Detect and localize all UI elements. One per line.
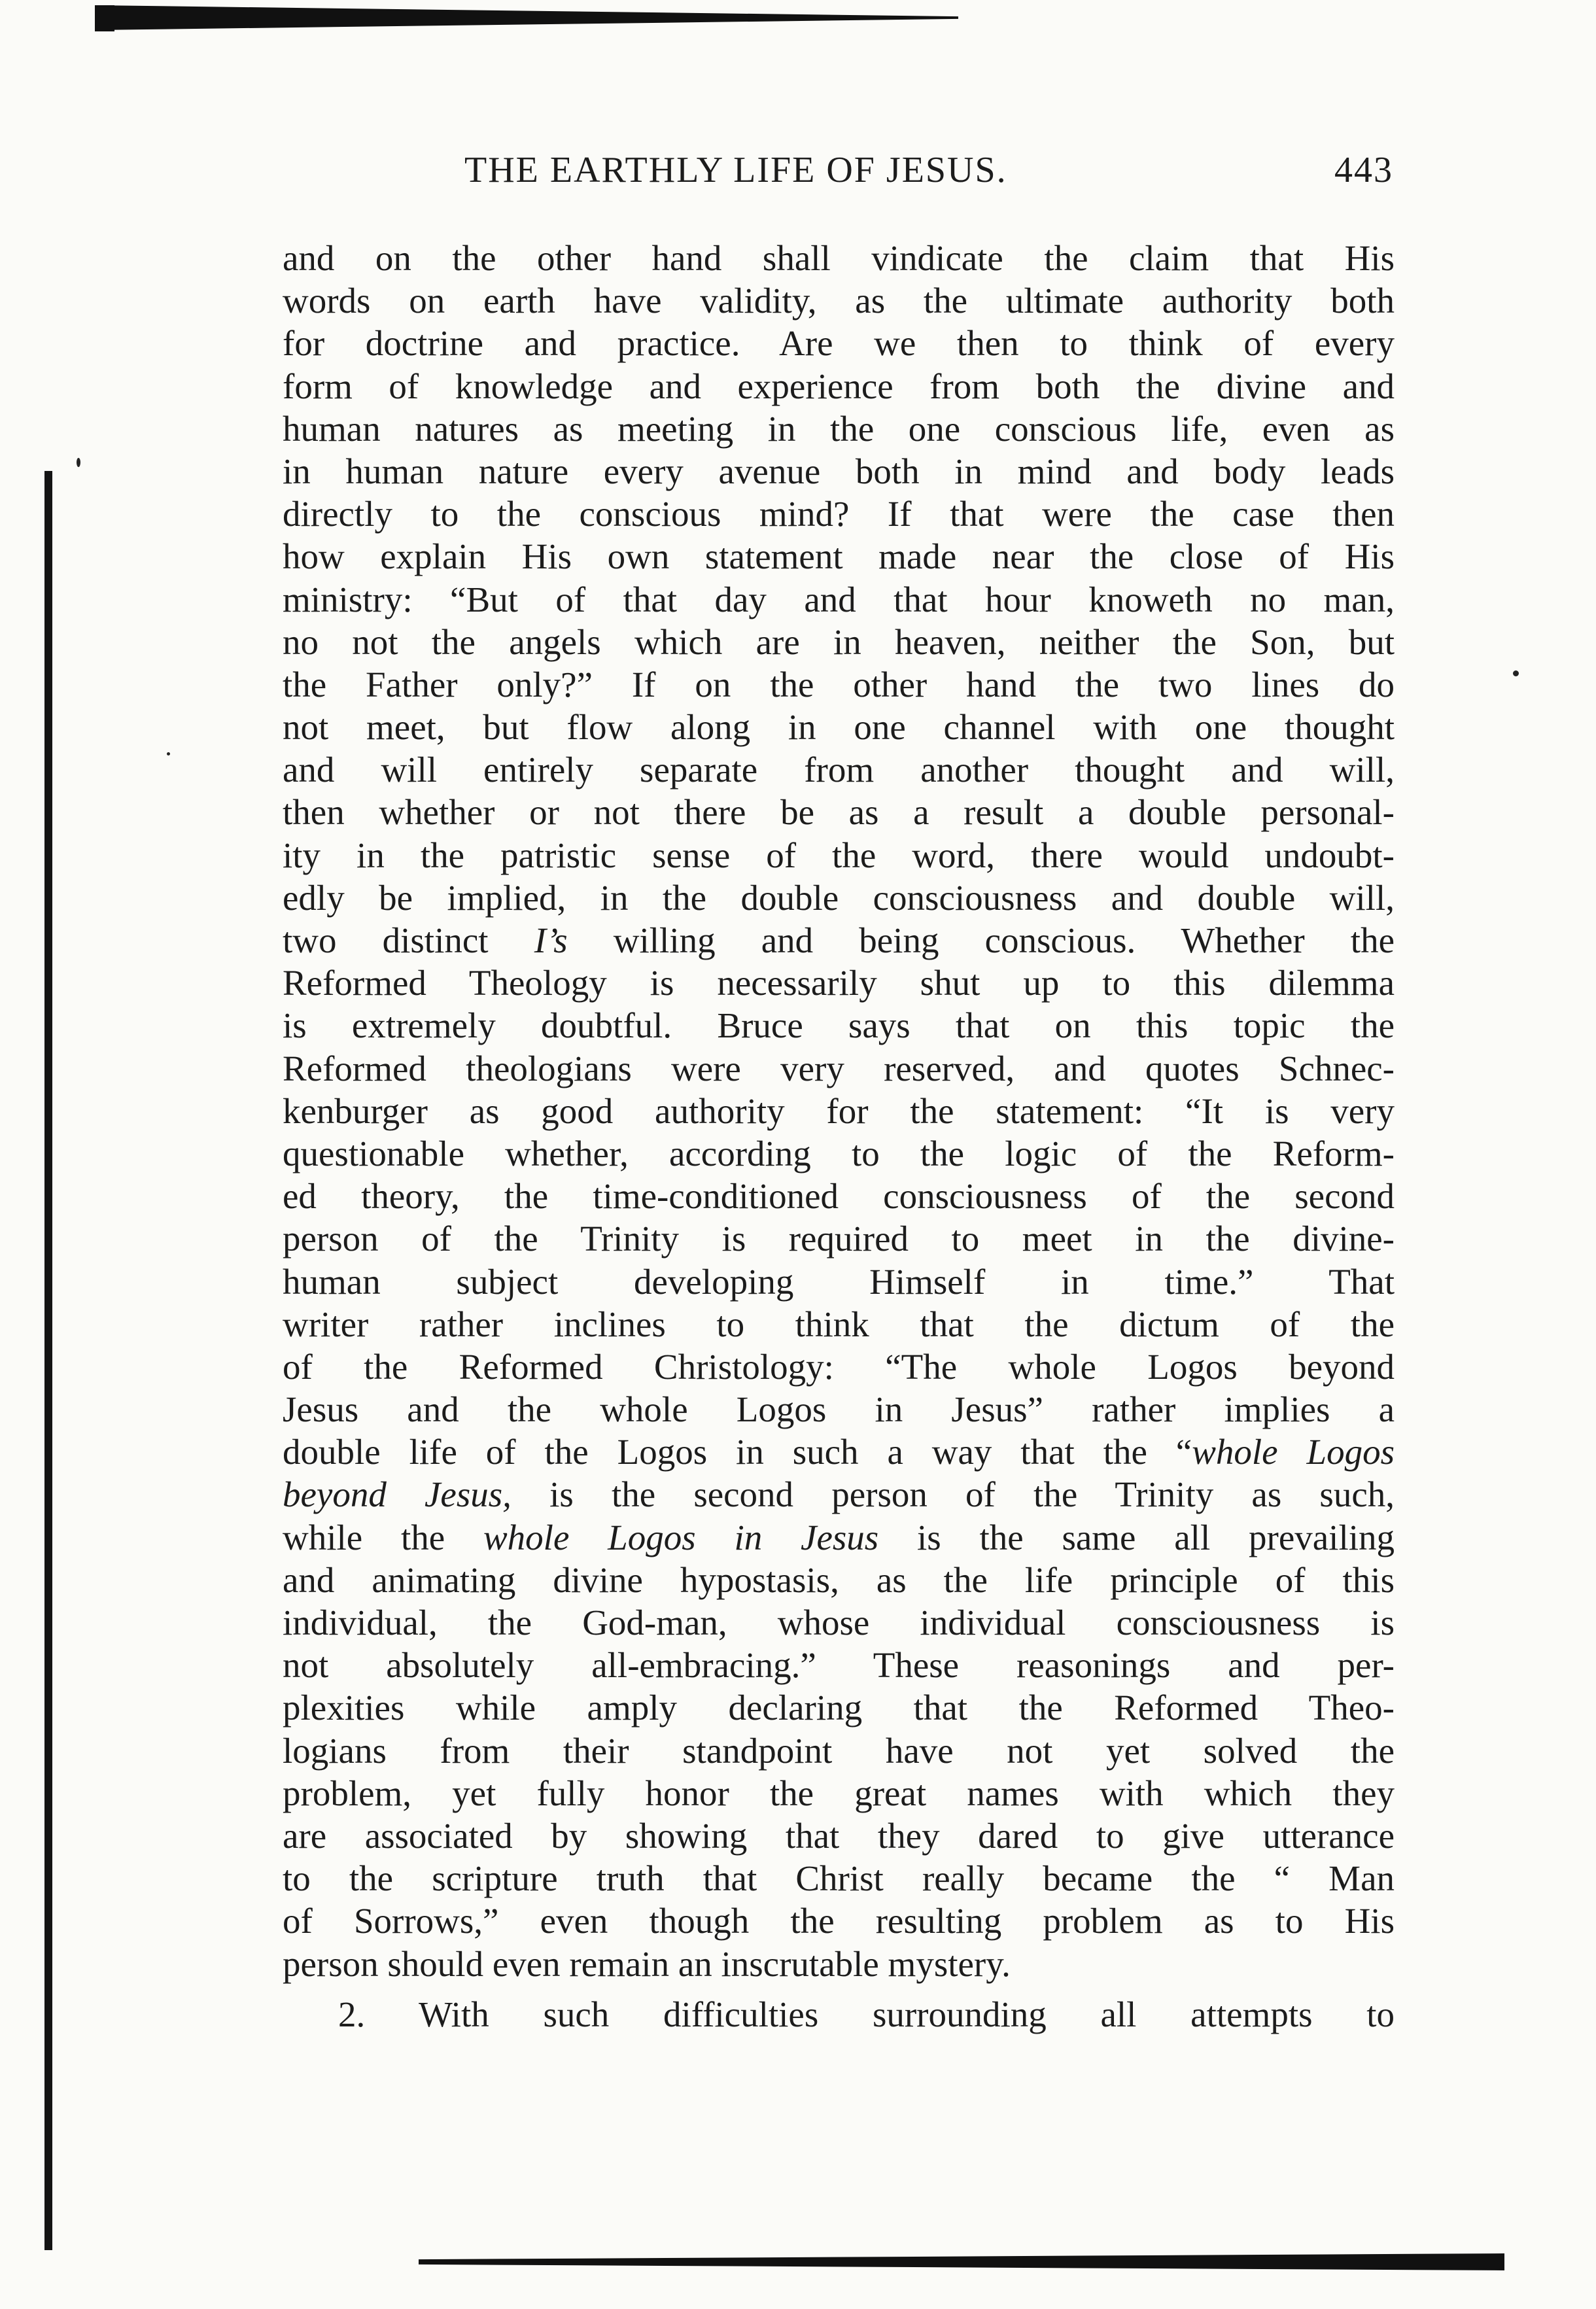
text-segment: individual, the God-man, whose individual consciousness is — [283, 1603, 1395, 1642]
body-text — [283, 237, 1395, 2036]
text-line — [283, 1772, 1395, 1814]
text-segment: double life of the Logos in such a way that the “ — [283, 1432, 1192, 1472]
text-segment: how explain His own statement made near the close of His — [283, 536, 1395, 577]
text-segment: problem, yet fully honor the great names with which they — [283, 1773, 1395, 1813]
text-segment: kenburger as good authority for the statement: “It is very — [283, 1090, 1395, 1131]
text-segment: human natures as meeting in the one conscious life, even as — [283, 408, 1395, 449]
text-line — [283, 621, 1395, 663]
text-line — [283, 1175, 1395, 1217]
text-segment: while the — [283, 1517, 483, 1557]
text-segment: Reformed theologians were very reserved, and quotes Schnec- — [283, 1048, 1395, 1088]
text-line — [283, 1345, 1395, 1388]
paragraph — [283, 237, 1395, 1985]
text-line — [283, 1303, 1395, 1345]
text-segment: is the second person of the Trinity as such, — [511, 1474, 1395, 1515]
page-header — [281, 149, 1393, 195]
text-line — [283, 1090, 1395, 1132]
text-segment: not meet, but flow along in one channel with one thought — [283, 707, 1395, 748]
text-segment: ed theory, the time-conditioned consciousness of the second — [283, 1176, 1395, 1217]
text-line — [283, 1431, 1395, 1473]
text-line — [283, 877, 1395, 919]
top-border-rule — [95, 5, 958, 30]
text-line — [283, 919, 1395, 962]
text-line — [283, 1943, 1395, 1985]
text-segment: questionable whether, according to the logic of the Reform- — [283, 1133, 1395, 1173]
text-segment: are associated by showing that they dared to give utterance — [283, 1815, 1395, 1856]
text-segment: edly be implied, in the double consciousness and double will, — [283, 877, 1395, 918]
text-segment: and animating divine hypostasis, as the life principle of this — [283, 1559, 1395, 1600]
text-line — [283, 706, 1395, 748]
text-segment: the Father only?” If on the other hand the two lines do — [283, 664, 1395, 704]
text-line — [283, 663, 1395, 706]
text-segment: Reformed Theology is necessarily shut up to this dilemma — [283, 963, 1395, 1003]
text-line — [283, 450, 1395, 493]
italic-text: beyond Jesus, — [283, 1474, 512, 1515]
text-line — [283, 1047, 1395, 1090]
text-line — [283, 1814, 1395, 1857]
text-segment: Jesus and the whole Logos in Jesus” rather implies a — [283, 1389, 1395, 1430]
text-line — [283, 791, 1395, 833]
italic-text: whole Logos — [1192, 1432, 1395, 1472]
text-line — [283, 578, 1395, 621]
text-segment: plexities while amply declaring that the Reformed Theo- — [283, 1688, 1395, 1728]
running-title: THE EARTHLY LIFE OF JESUS. — [464, 150, 1007, 190]
text-segment: 2. With such difficulties surrounding all attempts to — [338, 1994, 1395, 2034]
text-segment: is extremely doubtful. Bruce says that on this topic the — [283, 1005, 1395, 1046]
text-line — [283, 1217, 1395, 1260]
text-segment: ministry: “But of that day and that hour knoweth no man, — [283, 579, 1395, 619]
text-line — [283, 962, 1395, 1004]
paragraph — [283, 1993, 1395, 2036]
left-margin-rule — [44, 471, 52, 2250]
text-line — [283, 1260, 1395, 1303]
text-segment: of the Reformed Christology: “The whole Logos beyond — [283, 1346, 1395, 1387]
text-line — [283, 1516, 1395, 1559]
text-segment: for doctrine and practice. Are we then to think of every — [283, 323, 1395, 364]
text-line — [283, 279, 1395, 322]
text-segment: is the same all prevailing — [878, 1517, 1395, 1557]
text-line — [283, 1473, 1395, 1516]
text-line — [283, 834, 1395, 877]
text-segment: writer rather inclines to think that the dictum of the — [283, 1304, 1395, 1344]
top-border-rule-end — [95, 5, 114, 31]
text-segment: and on the other hand shall vindicate the claim that His — [283, 238, 1395, 278]
text-line — [283, 535, 1395, 578]
text-segment: logians from their standpoint have not yet solved the — [283, 1730, 1395, 1771]
italic-text: I’s — [534, 920, 568, 960]
page-number: 443 — [1334, 150, 1393, 190]
text-segment: no not the angels which are in heaven, neither the Son, but — [283, 621, 1395, 662]
text-line — [283, 365, 1395, 408]
text-segment: words on earth have validity, as the ultimate authority both — [283, 281, 1395, 321]
text-line — [283, 493, 1395, 535]
text-line — [283, 1993, 1395, 2036]
text-line — [283, 1644, 1395, 1686]
text-line — [283, 1857, 1395, 1900]
text-line — [283, 748, 1395, 791]
text-segment: person of the Trinity is required to meet in the divine- — [283, 1219, 1395, 1259]
text-line — [283, 1686, 1395, 1729]
text-segment: ity in the patristic sense of the word, there would undoubt- — [283, 835, 1395, 875]
text-line — [283, 1004, 1395, 1047]
text-segment: willing and being conscious. Whether the — [567, 920, 1395, 960]
text-line — [283, 1900, 1395, 1942]
text-line — [283, 1388, 1395, 1431]
text-line — [283, 237, 1395, 279]
text-line — [283, 322, 1395, 364]
text-segment: not absolutely all-embracing.” These reasonings and per- — [283, 1645, 1395, 1686]
text-line — [283, 408, 1395, 450]
text-line — [283, 1729, 1395, 1772]
text-line — [283, 1132, 1395, 1175]
text-segment: form of knowledge and experience from both the divine and — [283, 366, 1395, 406]
text-segment: human subject developing Himself in time.” That — [283, 1261, 1395, 1302]
text-segment: then whether or not there be as a result a double personal- — [283, 792, 1395, 833]
margin-speck — [1513, 670, 1519, 676]
text-line — [283, 1559, 1395, 1601]
bottom-border-rule — [419, 2253, 1504, 2270]
text-segment: person should even remain an inscrutable mystery. — [283, 1943, 1011, 1984]
text-segment: in human nature every avenue both in mind and body leads — [283, 451, 1395, 491]
text-segment: to the scripture truth that Christ really became the “ Man — [283, 1858, 1395, 1899]
text-line — [283, 1601, 1395, 1644]
text-segment: of Sorrows,” even though the resulting problem as to His — [283, 1901, 1395, 1941]
margin-speck — [167, 752, 170, 755]
margin-speck — [77, 458, 80, 467]
text-segment: directly to the conscious mind? If that were the case then — [283, 494, 1395, 534]
paragraph-gap — [283, 1985, 1395, 1993]
text-segment: and will entirely separate from another thought and will, — [283, 750, 1395, 790]
italic-text: whole Logos in Jesus — [483, 1517, 879, 1557]
text-segment: two distinct — [283, 920, 534, 960]
